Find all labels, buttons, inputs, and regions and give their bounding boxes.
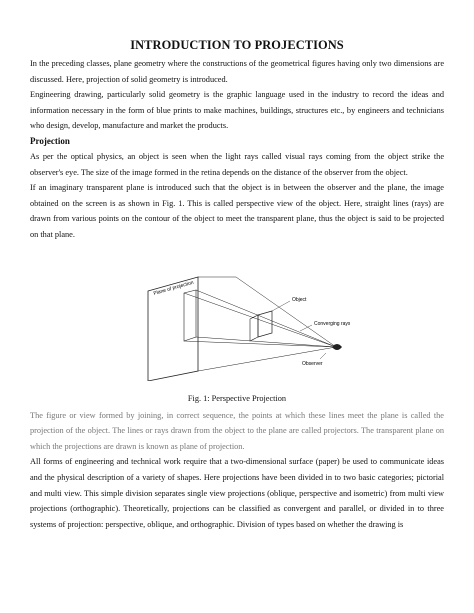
eye-icon (332, 344, 342, 350)
paragraph-projectors: The figure or view formed by joining, in correct sequence, the points at which these lines meet the plane is called the projection of the object. The lines or rays drawn from the object to the plane are called projectors. The transparent plane on which the projections are drawn is known as plane of projection. (30, 410, 444, 451)
paragraph-engineering-work: All forms of engineering and technical work require that a two-dimensional surface (paper) be used to communicate ideas and the physical description of a variety of shapes. Here projections have been divided in to two basic categories; pictorial and multi view. This simple division separates single view projections (oblique, perspective and isometric) from multi view projections (orthographic). Theoretically, projections can be classified as convergent and parallel, or divided in to three systems of projection: perspective, oblique, and orthographic. Division of types based on whether the drawing is (30, 457, 444, 529)
plane-label: Plane of projection (152, 279, 195, 297)
observer-leader-line (320, 353, 326, 359)
projected-image-shape (184, 290, 196, 341)
object-shape (258, 311, 272, 337)
perspective-projection-figure (30, 275, 444, 381)
paragraph-intro: In the preceding classes, plane geometry where the constructions of the geometrical figures having only two dimensions are discussed. Here, projection of solid geometry is introduced. (30, 59, 444, 84)
object-leader-line (272, 301, 290, 311)
observer-label: Observer (302, 360, 323, 367)
page-title: INTRODUCTION TO PROJECTIONS (130, 38, 344, 52)
figure-caption: Fig. 1: Perspective Projection (187, 393, 287, 403)
paragraph-optical-physics: As per the optical physics, an object is seen when the light rays called visual rays coming from the object strike the observer's eye. The size of the image formed in the retina depends on the distance of the observer from the object. (30, 151, 444, 177)
rays-label: Converging rays (314, 320, 350, 327)
paragraph-engineering-drawing: Engineering drawing, particularly solid geometry is the graphic language used in the industry to record the ideas and information necessary in the form of blue prints to make machines, buildings, structures etc., by engineers and technicians who design, develop, manufacture and market the products. (30, 90, 444, 131)
section-heading-projection: Projection (30, 135, 70, 146)
paragraph-transparent-plane: If an imaginary transparent plane is introduced such that the object is in between the observer and the plane, the image obtained on the screen is as shown in Fig. 1. This is called perspective view of the object. Here, straight lines (rays) are drawn from various points on the contour of the object to meet the transparent plane, thus the object is said to be projected on that plane. (30, 183, 444, 239)
object-label: Object (292, 296, 307, 303)
figure-drawing (140, 275, 350, 381)
